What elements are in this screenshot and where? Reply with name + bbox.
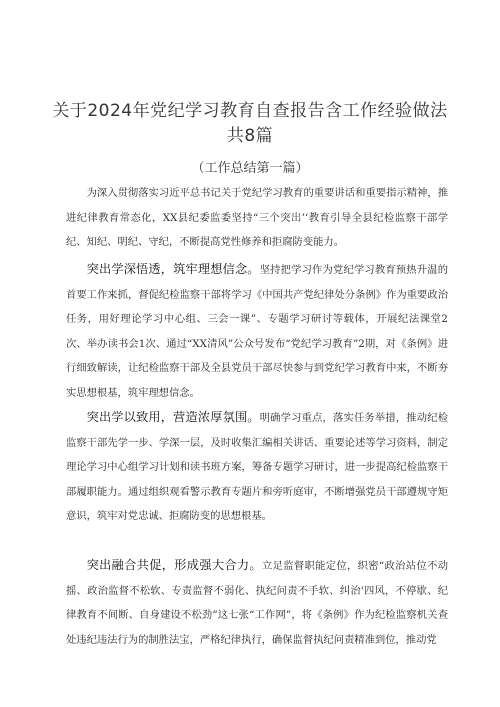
paragraph-section-1: [66, 257, 448, 405]
paragraph-lead-heading: 突出融合共促，形成强大合力。: [86, 558, 262, 572]
paragraph-lead-heading: 突出学以致用，营造浓厚氛围。: [86, 410, 260, 424]
paragraph-intro: [66, 181, 448, 255]
document-title-line-1: 关于2024年党纪学习教育自查报告含工作经验做法: [52, 101, 448, 121]
paragraph-body: 立足监督职能定位，织密“政治站位不动摇、政治监督不松软、专责监督不弱化、执纪问责不手软、纠治'四风，不停歇、纪律教育不间断、自身建设不松劲”这七张“工作网”，将《条例》作为纪检监察机关查处违纪违法行为的制胜法宝，严格纪律执行，确保监督执纪问责精准到位，推动党: [66, 560, 449, 646]
section-subtitle: （工作总结第一篇）: [191, 161, 309, 176]
paragraph-lead-heading: 突出学深悟透，筑牢理想信念。: [86, 262, 260, 276]
paragraph-body: 明确学习重点，落实任务举措，推动纪检监察干部先学一步、学深一层，及时收集汇编相关讲话、重要论述等学习资料，制定理论学习中心组学习计划和读书班方案，筹备专题学习研讨，进一步提高纪检监察干部履职能力。通过组织观看警示教育专题片和旁听庭审，不断增强党员干部遵规守矩意识，筑牢对党忠诚、拒腐防变的思想根基。: [66, 412, 449, 522]
paragraph-section-3: [66, 553, 448, 652]
paragraph-body: 坚持把学习作为党纪学习教育预热升温的首要工作来抓，督促纪检监察干部将学习《中国共产党纪律处分条例》作为重要政治任务，用好理论学习中心组、三会一课”、专题学习研讨等载体，开展纪法课堂2次、举办读书会1次、通过“XX清风”公众号发布“党纪学习教育”2期，对《条例》进行细致解读，让纪检监察干部及全县党员干部尽快参与到党纪学习教育中来，不断夯实思想根基，筑牢理想信念。: [66, 264, 449, 399]
document-title-line-2: 共8篇: [226, 126, 274, 146]
paragraph-section-2: [66, 405, 448, 529]
paragraph-body: 为深入贯彻落实习近平总书记关于党纪学习教育的重要讲话和重要指示精神，推进纪律教育常态化，XX县纪委监委坚持“三个突出’‘教育引导全县纪检监察干部学纪、知纪、明纪、守纪，不断提高党性修养和拒腐防变能力。: [66, 187, 448, 248]
